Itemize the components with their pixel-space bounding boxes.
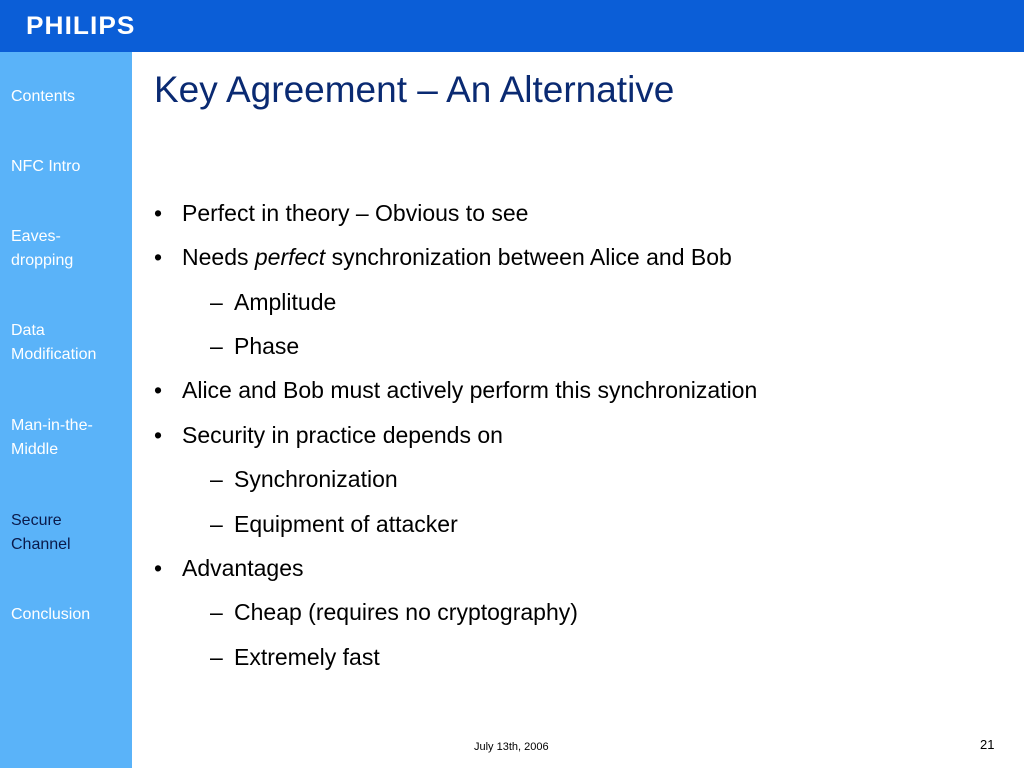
bullet-text: Alice and Bob must actively perform this synchronization (182, 377, 758, 403)
bullet-item (154, 421, 503, 449)
sidebar-item-label-line: Middle (11, 441, 59, 458)
sidebar-item-label-line: Channel (11, 536, 71, 553)
header-bar (0, 0, 1024, 52)
bullet-text: Phase (234, 333, 300, 359)
dash-marker: – (210, 599, 223, 625)
sub-bullet-item (210, 288, 336, 316)
bullet-text: synchronization between Alice and Bob (325, 244, 732, 270)
bullet-text: Synchronization (234, 466, 398, 492)
page-number: 21 (980, 737, 995, 752)
bullet-text: Security in practice depends on (182, 422, 503, 448)
bullet-marker: • (154, 200, 163, 226)
sidebar-item-eaves-dropping[interactable] (11, 225, 129, 273)
sidebar-item-label-line: Data (11, 322, 45, 339)
sidebar-nav (0, 52, 132, 768)
bullet-text: Needs (182, 244, 255, 270)
bullet-text-italic: perfect (254, 244, 326, 270)
slide-title: Key Agreement – An Alternative (154, 69, 675, 110)
sidebar-item-man-in-the-middle[interactable] (11, 414, 129, 462)
sidebar-item-label-line: dropping (11, 252, 74, 269)
bullet-item (154, 554, 303, 582)
sub-bullet-item (210, 598, 578, 626)
sidebar-item-label-line: NFC Intro (11, 158, 81, 175)
sub-bullet-item (210, 332, 299, 360)
sidebar-item-label-line: Secure (11, 512, 62, 529)
bullet-text: Extremely fast (234, 644, 380, 670)
sidebar-item-label-line: Man-in-the- (11, 417, 93, 434)
dash-marker: – (210, 511, 223, 537)
sub-bullet-item (210, 510, 458, 538)
bullet-item (154, 243, 732, 271)
bullet-item (154, 199, 528, 227)
sidebar-item-contents[interactable] (11, 85, 129, 109)
bullet-item (154, 376, 757, 404)
dash-marker: – (210, 466, 223, 492)
bullet-text: Advantages (182, 555, 304, 581)
bullet-text: Amplitude (234, 289, 337, 315)
sidebar-item-label-line: Conclusion (11, 606, 91, 623)
sidebar-item-nfc-intro[interactable] (11, 155, 129, 179)
bullet-text: Cheap (requires no cryptography) (234, 599, 578, 625)
slide-content (132, 52, 1024, 768)
sidebar-item-label-line: Modification (11, 346, 97, 363)
sidebar-item-data-modification[interactable] (11, 319, 129, 367)
bullet-marker: • (154, 555, 163, 581)
bullet-text: Equipment of attacker (234, 511, 458, 537)
dash-marker: – (210, 644, 223, 670)
sidebar-item-secure-channel[interactable] (11, 509, 129, 557)
bullet-text: Perfect in theory – Obvious to see (182, 200, 529, 226)
bullet-marker: • (154, 422, 163, 448)
bullet-marker: • (154, 377, 163, 403)
dash-marker: – (210, 333, 223, 359)
philips-logo: PHILIPS (26, 12, 136, 40)
sidebar-item-label-line: Eaves- (11, 228, 61, 245)
bullet-marker: • (154, 244, 163, 270)
sub-bullet-item (210, 465, 398, 493)
footer-date: July 13th, 2006 (474, 741, 549, 753)
sidebar-item-conclusion[interactable] (11, 603, 129, 627)
sidebar-item-label-line: Contents (11, 88, 76, 105)
sub-bullet-item (210, 643, 380, 671)
dash-marker: – (210, 289, 223, 315)
